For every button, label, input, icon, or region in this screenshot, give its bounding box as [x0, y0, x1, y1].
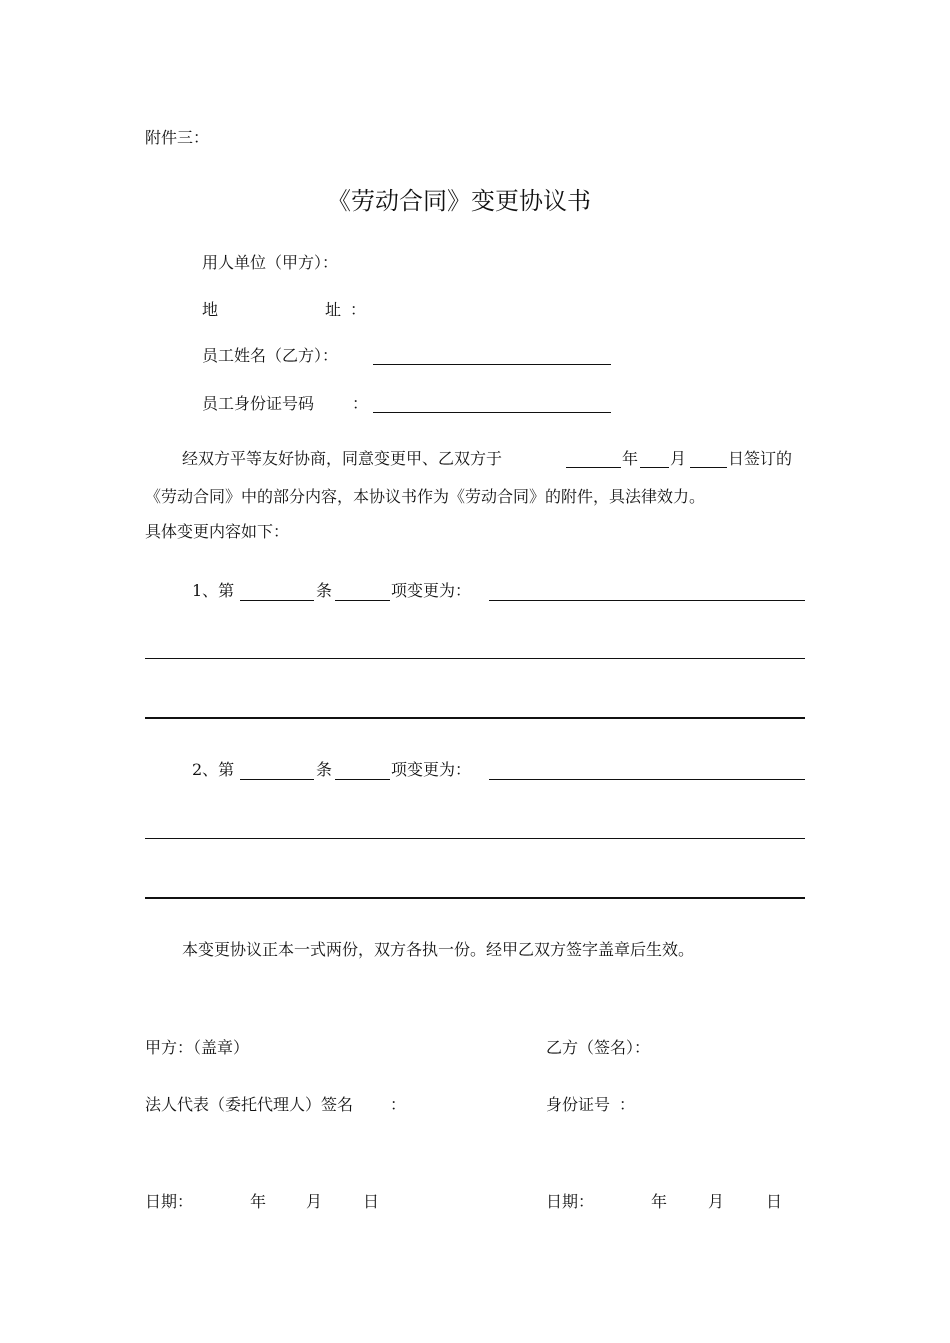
closing-statement: 本变更协议正本一式两份，双方各执一份。经甲乙双方签字盖章后生效。	[182, 940, 695, 959]
change-2-tiao-label: 条	[316, 760, 333, 779]
change-2-xiang-label: 项变更为：	[391, 760, 472, 779]
change-1-xiang-label: 项变更为：	[391, 581, 472, 600]
change-1-tiao-label: 条	[316, 581, 333, 600]
party-b-day-label: 日	[766, 1192, 783, 1211]
change-1-line-3[interactable]	[145, 717, 805, 719]
party-a-month-label: 月	[306, 1192, 323, 1211]
address-label-left: 地	[202, 300, 219, 319]
intro-month-blank[interactable]	[640, 467, 669, 468]
party-b-month-label: 月	[708, 1192, 725, 1211]
employee-id-blank[interactable]	[373, 412, 611, 413]
address-label-right: 址	[325, 300, 342, 319]
party-a-day-label: 日	[363, 1192, 380, 1211]
employee-id-label: 员工身份证号码	[202, 394, 315, 413]
legal-rep-label: 法人代表（委托代理人）签名	[145, 1095, 354, 1114]
change-1-content-blank[interactable]	[489, 600, 805, 601]
intro-line1-start: 经双方平等友好协商，同意变更甲、乙双方于	[182, 449, 503, 468]
employer-label: 用人单位（甲方）：	[202, 253, 339, 272]
party-b-label: 乙方（签名）：	[546, 1038, 651, 1057]
party-a-year-label: 年	[250, 1192, 267, 1211]
document-title: 《劳动合同》变更协议书	[327, 187, 591, 215]
change-1-article-blank[interactable]	[240, 600, 314, 601]
intro-month-label: 月	[670, 449, 687, 468]
id-number-label: 身份证号	[546, 1095, 611, 1114]
party-b-date-label: 日期：	[546, 1192, 595, 1211]
change-2-number: 2、第	[192, 760, 235, 779]
attachment-label: 附件三：	[145, 128, 210, 147]
change-1-item-blank[interactable]	[335, 600, 390, 601]
party-a-label: 甲方：（盖章）	[145, 1038, 250, 1057]
change-1-number: 1、第	[192, 581, 235, 600]
employee-name-blank[interactable]	[373, 364, 611, 365]
employee-id-colon: ：	[352, 394, 369, 413]
party-a-date-label: 日期：	[145, 1192, 194, 1211]
change-2-line-2[interactable]	[145, 838, 805, 839]
id-number-colon: ：	[619, 1095, 636, 1114]
change-1-line-2[interactable]	[145, 658, 805, 659]
intro-year-label: 年	[622, 449, 639, 468]
change-2-article-blank[interactable]	[240, 779, 314, 780]
legal-rep-colon: ：	[390, 1095, 407, 1114]
change-2-content-blank[interactable]	[489, 779, 805, 780]
change-2-item-blank[interactable]	[335, 779, 390, 780]
party-b-year-label: 年	[651, 1192, 668, 1211]
intro-day-signed: 日签订的	[728, 449, 793, 468]
intro-line2: 《劳动合同》中的部分内容，本协议书作为《劳动合同》的附件，具法律效力。	[145, 487, 706, 506]
intro-year-blank[interactable]	[566, 467, 621, 468]
employee-name-label: 员工姓名（乙方）：	[202, 346, 339, 365]
change-2-line-3[interactable]	[145, 897, 805, 899]
address-colon: ：	[350, 300, 367, 319]
intro-day-blank[interactable]	[690, 467, 727, 468]
intro-line3: 具体变更内容如下：	[145, 522, 290, 541]
